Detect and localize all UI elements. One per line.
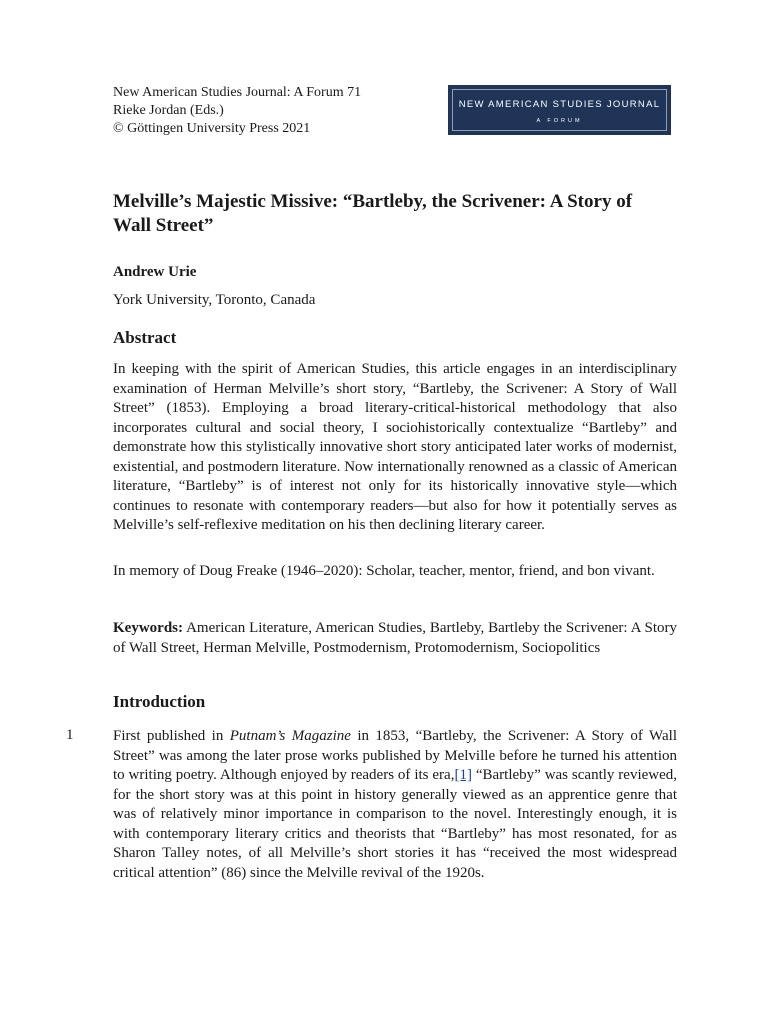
article-title: Melville’s Majestic Missive: “Bartleby, the Scrivener: A Story of Wall Street” <box>113 191 633 236</box>
logo-subtitle: A FORUM <box>536 117 583 124</box>
copyright-line: © Göttingen University Press 2021 <box>113 121 311 136</box>
intro-text-start: First published in <box>113 728 230 744</box>
magazine-title: Putnam’s Magazine <box>229 728 351 744</box>
dedication: In memory of Doug Freake (1946–2020): Scholar, teacher, mentor, friend, and bon vivant. <box>113 563 655 579</box>
abstract-heading: Abstract <box>113 328 177 347</box>
keywords-label: Keywords: <box>113 620 183 636</box>
paragraph-number: 1 <box>66 727 74 743</box>
keywords <box>113 619 677 658</box>
editor-line: Rieke Jordan (Eds.) <box>113 103 224 118</box>
introduction-paragraph <box>113 727 677 883</box>
intro-text-middle: in 1853, “Bartleby, the Scrivener: A Story of Wall Street” was among the later prose works published by Melville before he turned his attention to writing poetry. Although enjoyed by readers of its era, <box>113 728 677 783</box>
journal-line: New American Studies Journal: A Forum 71 <box>113 85 362 100</box>
introduction-heading: Introduction <box>113 692 206 711</box>
footnote-link[interactable]: [1] <box>454 767 472 783</box>
intro-text-end: “Bartleby” was scantly reviewed, for the short story was at this point in history generally viewed as an apprentice genre that was of relatively minor importance in comparison to the novel. Interestingly enough, it is with contemporary literary critics and theorists that “Bartleby” has most resonated, for as Sharon Talley notes, of all Melville’s short stories it has “received the most widespread critical attention” (86) since the Melville revival of the 1920s. <box>113 767 678 881</box>
journal-logo <box>448 85 671 135</box>
publication-info <box>113 84 361 138</box>
author-affiliation: York University, Toronto, Canada <box>113 292 316 308</box>
abstract-text: In keeping with the spirit of American Studies, this article engages in an interdisciplinary examination of Herman Melville’s short story, “Bartleby, the Scrivener: A Story of Wall Street” (1853). Employing a broad literary-critical-historical methodology that also incorporates cultural and social theory, I sociohistorically contextualize “Bartleby” and demonstrate how this stylistically innovative short story anticipated later works of modernist, existential, and postmodern literature. Now internationally renowned as a classic of American literature, “Bartleby” is of interest not only for its historically innovative style—which continues to resonate with contemporary readers—but also for how it potentially serves as Melville’s self-reflexive meditation on his then declining literary career. <box>113 361 677 533</box>
logo-title: NEW AMERICAN STUDIES JOURNAL <box>458 98 661 110</box>
keywords-list: American Literature, American Studies, Bartleby, Bartleby the Scrivener: A Story of Wall Street, Herman Melville, Postmodernism, Protomodernism, Sociopolitics <box>113 620 677 656</box>
author-name: Andrew Urie <box>113 264 197 280</box>
